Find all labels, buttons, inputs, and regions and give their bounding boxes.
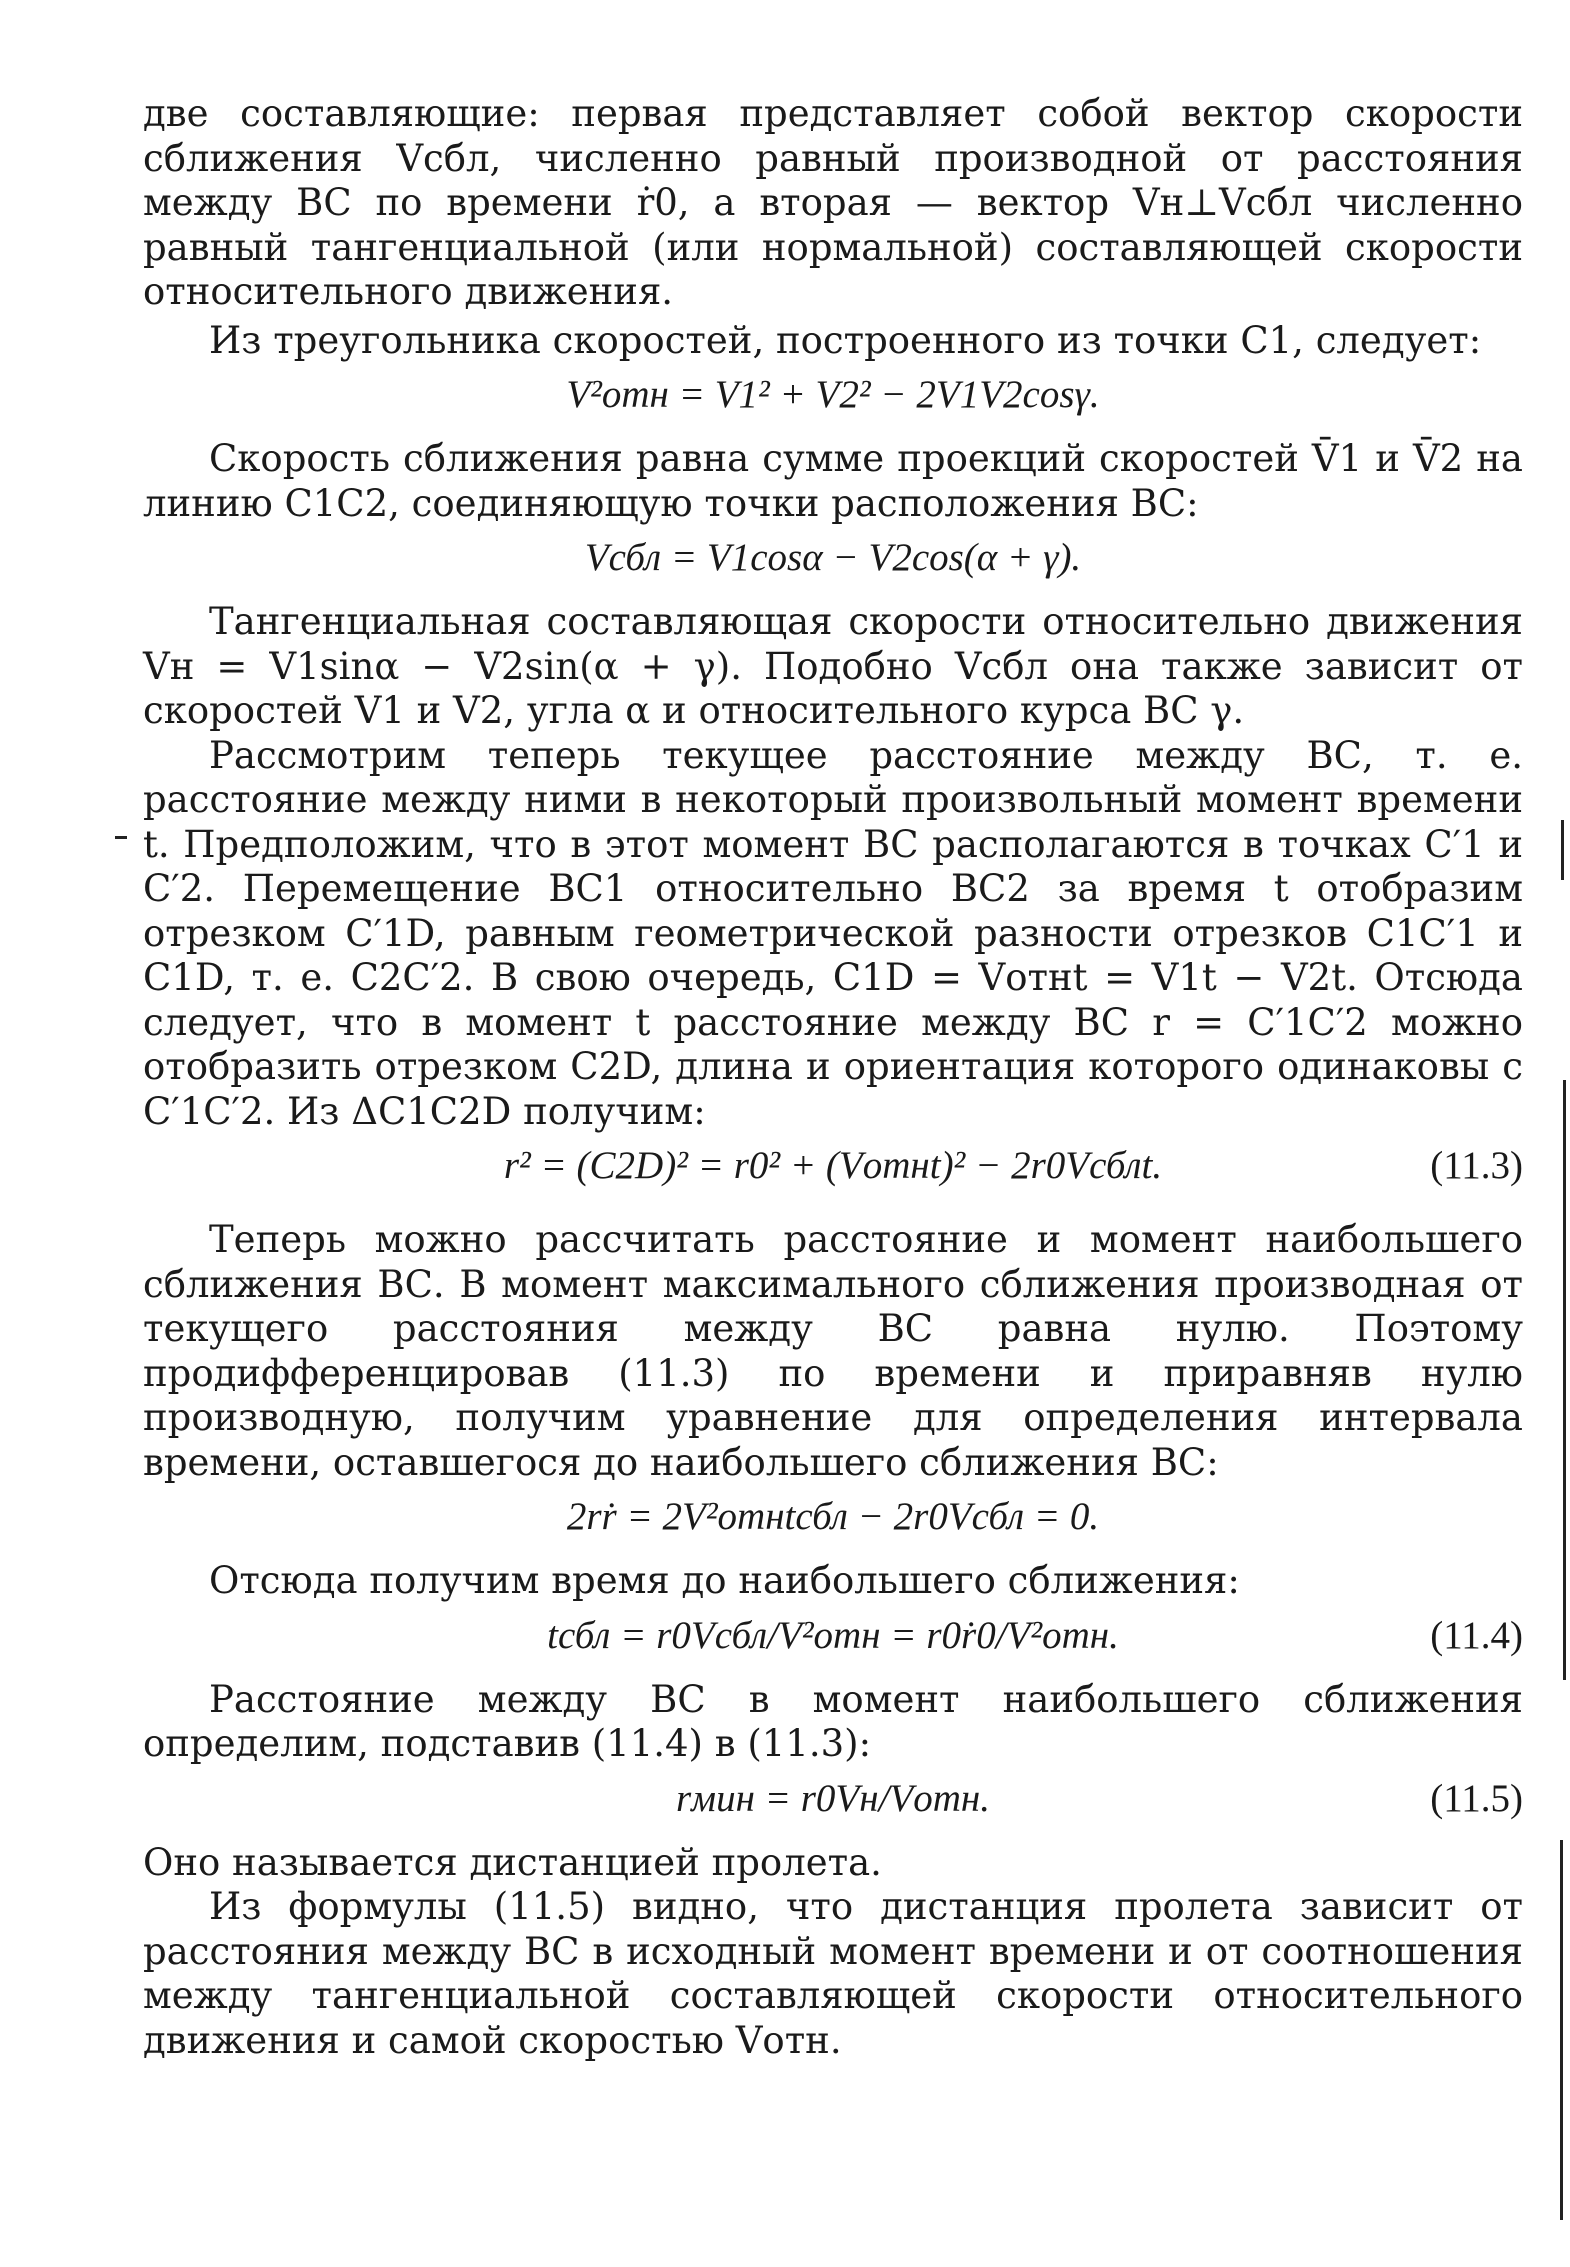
paragraph-2: Из треугольника скоростей, построенного из точки C1, следует: (209, 318, 1482, 362)
formula-11-3-body: r² = (C2D)² = r0² + (Vотнt)² − 2r0Vсблt. (503, 1144, 1163, 1187)
paragraph-10: Из формулы (11.5) видно, что дистанция пролета зависит от расстояния между ВС в исходный момент времени и от соотношения между тангенциальной составляющей скорости относительного движения и самой скоростью Vотн. (143, 1885, 1523, 2062)
formula-derivative: 2rṙ = 2V²отнtсбл − 2r0Vсбл = 0. (566, 1495, 1100, 1538)
formula-11-4 (143, 1614, 1523, 1658)
paragraph-3: Скорость сближения равна сумме проекций скоростей V̄1 и V̄2 на линию C1C2, соединяющую точки расположения ВС: (143, 437, 1523, 525)
formula-11-3 (143, 1144, 1523, 1188)
paragraph-6: Теперь можно рассчитать расстояние и момент наибольшего сближения ВС. В момент максимального сближения производная от текущего расстояния между ВС равна нулю. Поэтому продифференцировав (11.3) по времени и приравняв нулю производную, получим уравнение для определения интервала времени, оставшегося до наибольшего сближения ВС: (143, 1218, 1523, 1484)
paragraph-5: Рассмотрим теперь текущее расстояние между ВС, т. е. расстояние между ними в некоторый произвольный момент времени t. Предположим, что в этот момент ВС располагаются в точках C′1 и C′2. Перемещение ВС1 относительно ВС2 за время t отобразим отрезком C′1D, равным геометрической разности отрезков C1C′1 и C1D, т. е. C2C′2. В свою очередь, C1D = Vотнt = V1t − V2t. Отсюда следует, что в момент t расстояние между ВС r = C′1C′2 можно отобразить отрезком C2D, длина и ориентация которого одинаковы с C′1C′2. Из ΔC1C2D получим: (143, 733, 1523, 1133)
paragraph-9: Оно называется дистанцией пролета. (143, 1840, 882, 1884)
page-edge-line-1 (1561, 820, 1564, 880)
paragraph-8: Расстояние между ВС в момент наибольшего сближения определим, подставив (11.4) в (11.3): (143, 1677, 1523, 1765)
formula-11-5-body: rмин = r0Vн/Vотн. (676, 1776, 990, 1820)
paragraph-4: Тангенциальная составляющая скорости относительно движения Vн = V1sinα − V2sin(α + γ). Подобно Vсбл она также зависит от скоростей V1 и V2, угла α и относительного курса ВС γ. (143, 600, 1523, 732)
formula-11-4-body: tсбл = r0Vсбл/V²отн = r0ṙ0/V²отн. (547, 1613, 1119, 1657)
equation-number-11-5: (11.5) (1430, 1776, 1523, 1820)
formula-11-5 (143, 1777, 1523, 1821)
equation-number-11-3: (11.3) (1430, 1144, 1523, 1187)
page-edge-line-2 (1563, 1080, 1566, 1680)
paragraph-1: две составляющие: первая представляет собой вектор скорости сближения Vсбл, численно равный производной от расстояния между ВС по времени ṙ0, а вторая — вектор Vн⊥Vсбл численно равный тангенциальной (или нормальной) составляющей скорости относительного движения. (143, 92, 1523, 313)
equation-number-11-4: (11.4) (1430, 1613, 1523, 1657)
page-body (143, 92, 1523, 2063)
margin-dash-mark (115, 836, 127, 839)
formula-closing-speed: Vсбл = V1cosα − V2cos(α + γ). (584, 536, 1082, 579)
formula-relative-speed: V²отн = V1² + V2² − 2V1V2cosγ. (566, 373, 1100, 416)
page-edge-line-3 (1560, 1840, 1563, 2220)
paragraph-7: Отсюда получим время до наибольшего сближения: (209, 1559, 1240, 1602)
